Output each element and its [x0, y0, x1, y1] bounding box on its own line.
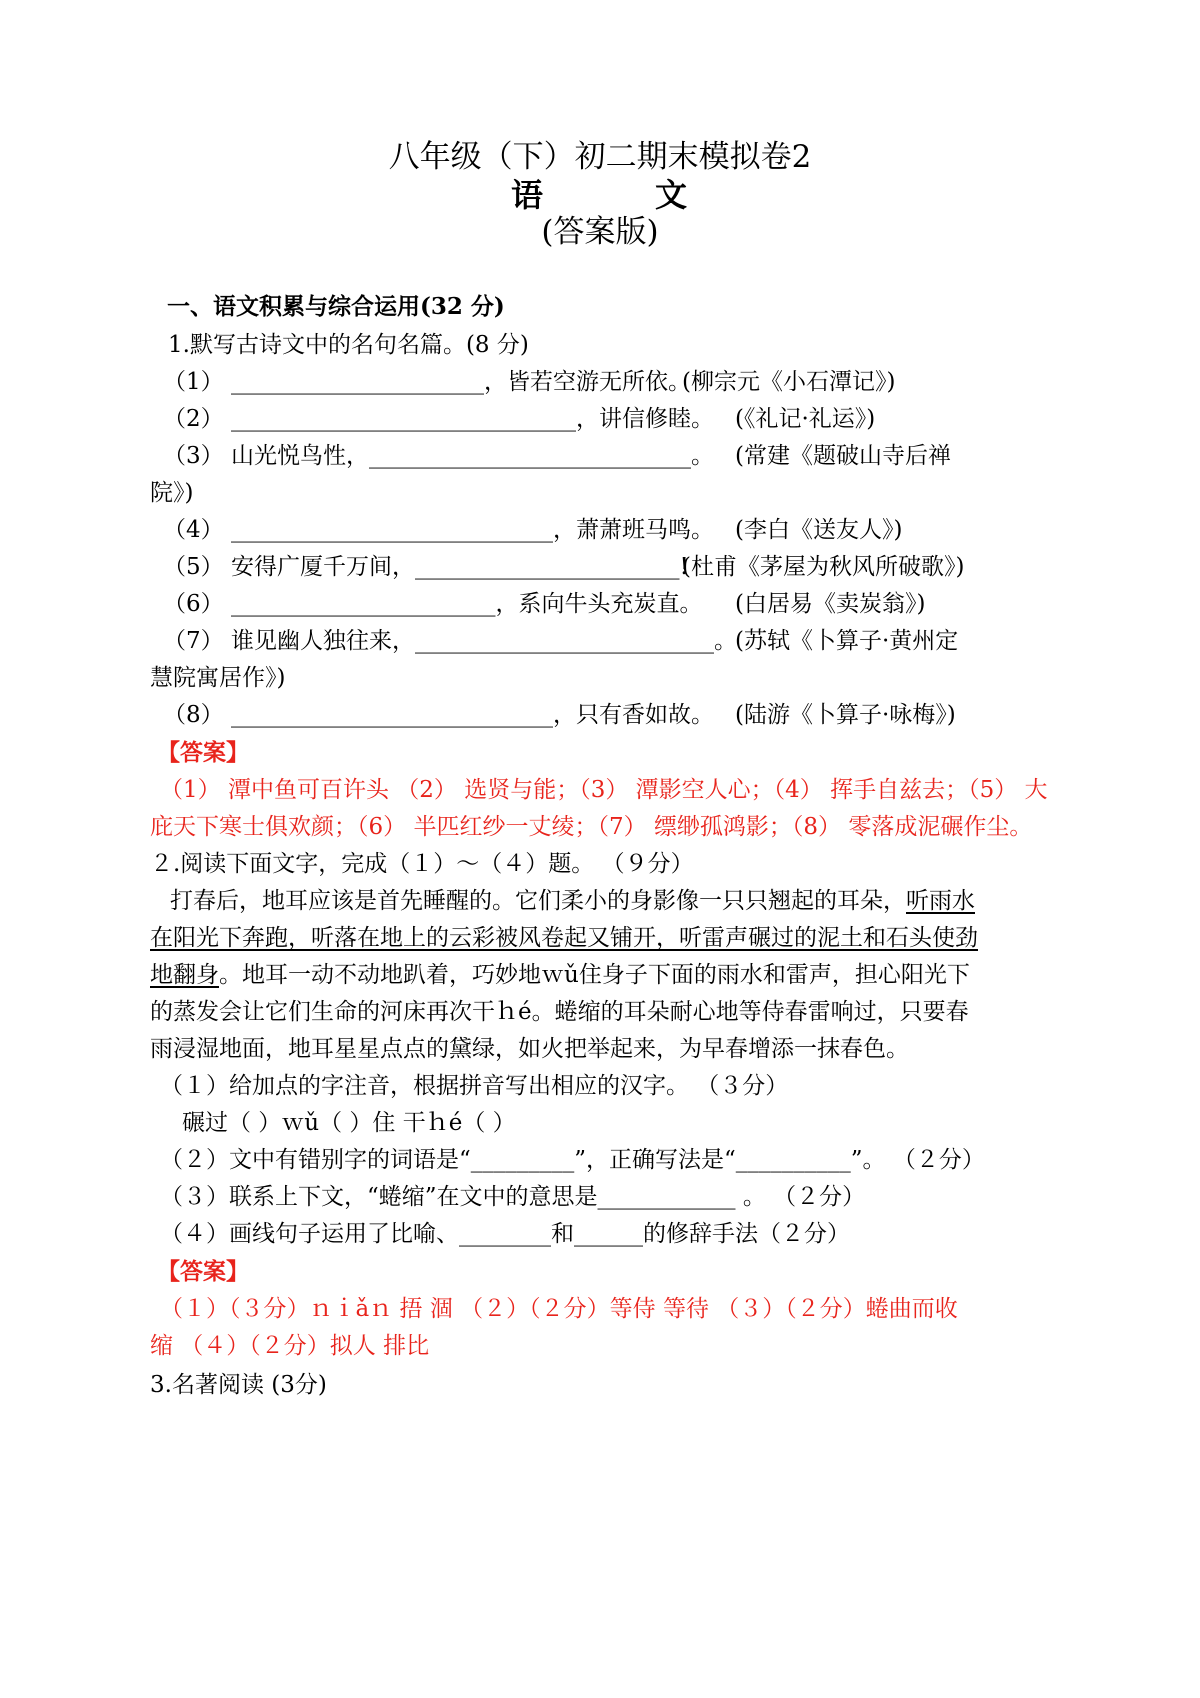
subject-title	[0, 175, 1200, 215]
q2-sub-3: （３）联系上下文，“蜷缩”在文中的意思是____________ 。 （２分）	[160, 1184, 866, 1210]
passage-text: 。地耳一动不动地趴着，巧妙地ｗǔ住身子下面的雨水和雷声，担心阳光下	[219, 962, 970, 988]
q2-sub-1-blanks: 碾过（ ）ｗǔ（ ）住 干ｈé（ ）	[182, 1110, 516, 1136]
q1-source-1: (柳宗元《小石潭记》)	[682, 369, 896, 395]
underlined-sentence: 听雨水	[906, 888, 975, 914]
passage-line-4: 的蒸发会让它们生命的河床再次干ｈé。蜷缩的耳朵耐心地等侍春雷响过，只要春	[150, 999, 969, 1025]
q1-source-2: (《礼记·礼运》)	[735, 406, 876, 432]
page-title: 八年级（下）初二期末模拟卷2	[388, 139, 812, 175]
q2-answer-line-1: （１）（３分）ｎｉǎｎ 捂 涸 （２）（２分）等侍 等待 （３）（２分）蜷曲而收	[160, 1296, 958, 1322]
passage-text: 打春后，地耳应该是首先睡醒的。它们柔小的身影像一只只翘起的耳朵，	[170, 888, 906, 914]
q1-item-8: （8） ____________________________，只有香如故。	[163, 702, 714, 728]
passage-line-5: 雨浸湿地面，地耳星星点点的黛绿，如火把举起来，为早春增添一抹春色。	[150, 1036, 909, 1062]
q1-item-2: （2） ______________________________，讲信修睦。	[163, 406, 714, 432]
section-heading: 一、语文积累与综合运用(32 分)	[167, 293, 505, 320]
q1-source-4: (李白《送友人》)	[735, 517, 903, 543]
q1-source-6: (白居易《卖炭翁》)	[735, 591, 926, 617]
q1-answer-line-1: （1） 潭中鱼可百许头 （2） 选贤与能；（3） 潭影空人心；（4） 挥手自兹去；（5） 大	[160, 777, 1048, 803]
q1-prompt: 1.默写古诗文中的名句名篇。(8 分)	[168, 332, 529, 358]
q3-prompt: 3.名著阅读 (3分)	[150, 1372, 327, 1398]
q2-answer-line-2: 缩 （４）（２分）拟人 排比	[150, 1333, 430, 1359]
subject-right: 文	[655, 176, 690, 214]
passage-line-1	[170, 886, 975, 916]
q1-answer-line-2: 庇天下寒士俱欢颜；（6） 半匹红纱一丈绫；（7） 缥缈孤鸿影；（8） 零落成泥碾作尘。	[150, 814, 1033, 840]
underlined-sentence-end: 地翻身	[150, 962, 219, 988]
q2-sub-4: （４）画线句子运用了比喻、________和______的修辞手法（２分）	[160, 1221, 850, 1247]
q1-item-5: （5） 安得广厦千万间，_______________________!	[163, 554, 689, 580]
q1-item-1: （1） ______________________，皆若空游无所依。	[163, 369, 691, 395]
edition-label: (答案版)	[541, 214, 659, 250]
q2-answer-tag: 【答案】	[157, 1258, 249, 1285]
passage-line-3	[150, 960, 970, 990]
q1-item-6: （6） _______________________，系向牛头充炭直。	[163, 591, 703, 617]
q1-item-3-cont: 院》)	[150, 480, 194, 506]
q1-source-3: (常建《题破山寺后禅	[735, 443, 951, 469]
q2-sub-2: （２）文中有错别字的词语是“_________”，正确写法是“__________”。 （２分）	[160, 1147, 985, 1173]
passage-line-2: 在阳光下奔跑，听落在地上的云彩被风卷起又铺开，听雷声碾过的泥土和石头使劲	[150, 925, 978, 951]
subject-left: 语	[510, 176, 545, 214]
q1-item-7: （7） 谁见幽人独往来，__________________________。	[163, 628, 737, 654]
q2-prompt: ２.阅读下面文字，完成（１）～（４）题。 （９分）	[150, 851, 694, 877]
q1-answer-tag: 【答案】	[157, 739, 249, 766]
q1-item-7-cont: 慧院寓居作》)	[150, 665, 286, 691]
q1-item-4: （4） ____________________________，萧萧班马鸣。	[163, 517, 714, 543]
q1-source-7: (苏轼《卜算子·黄州定	[735, 628, 959, 654]
q1-source-5: (杜甫《茅屋为秋风所破歌》)	[682, 554, 965, 580]
q1-source-8: (陆游《卜算子·咏梅》)	[735, 702, 956, 728]
q1-item-3: （3） 山光悦鸟性，____________________________。	[163, 443, 714, 469]
q2-sub-1: （１）给加点的字注音，根据拼音写出相应的汉字。 （３分）	[160, 1073, 789, 1099]
